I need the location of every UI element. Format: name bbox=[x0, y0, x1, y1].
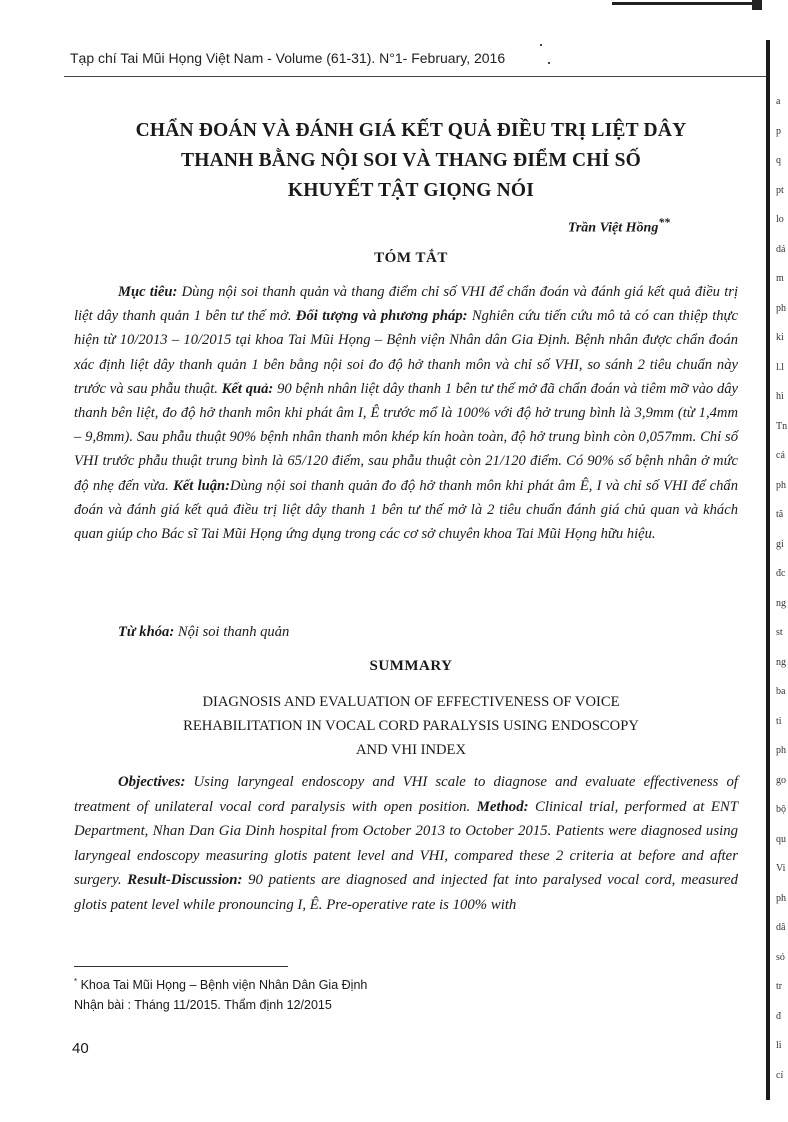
top-corner-mark bbox=[752, 0, 762, 10]
en-result-text: 90 patients are diagnosed and injected fat into paralysed vocal cord, measured glotis patent level while pronouncing I, Ê. Pre-operative rate is 100% with bbox=[74, 872, 738, 913]
vn-conclusion-label: Kết luận: bbox=[173, 477, 231, 494]
margin-fragment: dá bbox=[776, 243, 786, 255]
keywords-label: Từ khóa: bbox=[118, 624, 175, 640]
en-title-line-1: DIAGNOSIS AND EVALUATION OF EFFECTIVENESS OF VOICE bbox=[202, 694, 620, 710]
keywords-text: Nội soi thanh quản bbox=[174, 624, 290, 640]
vn-objective-label: Mục tiêu: bbox=[118, 284, 178, 300]
en-objective-label: Objectives: bbox=[118, 774, 186, 790]
page-number: 40 bbox=[72, 1040, 89, 1057]
margin-fragment: dâ bbox=[776, 922, 786, 933]
margin-fragment: st bbox=[776, 627, 783, 638]
margin-fragment: Tn bbox=[776, 420, 788, 432]
margin-fragment: ng bbox=[776, 656, 786, 668]
title-line-1: CHẨN ĐOÁN VÀ ĐÁNH GIÁ KẾT QUẢ ĐIỀU TRỊ LIỆT DÂY bbox=[135, 120, 687, 141]
en-method-text: Clinical trial, performed at ENT Department, Nhan Dan Gia Dinh hospital from October 2013 to October 2015. Patients were diagnosed using laryngeal endoscopy measuring glotis patent level and VHI, compared these 2 criteria at before and after surgery. bbox=[74, 798, 739, 889]
vn-result-label: Kết quả: bbox=[221, 380, 274, 397]
english-title bbox=[70, 690, 752, 762]
margin-fragment: li bbox=[776, 1040, 782, 1051]
title-line-3: KHUYẾT TẬT GIỌNG NÓI bbox=[287, 180, 535, 201]
margin-fragment: tr bbox=[776, 981, 783, 992]
en-abstract-body bbox=[74, 770, 738, 918]
author bbox=[430, 216, 670, 237]
en-title-line-3: AND VHI INDEX bbox=[356, 742, 466, 758]
margin-fragment: ki bbox=[776, 332, 784, 343]
footnote-rule bbox=[74, 966, 288, 967]
vn-method-label: Đối tượng và phương pháp: bbox=[295, 308, 468, 325]
margin-fragment: gi bbox=[776, 538, 784, 550]
author-mark: ** bbox=[658, 216, 670, 229]
margin-fragment: ti bbox=[776, 715, 782, 727]
margin-fragment: ba bbox=[776, 686, 786, 697]
article-title bbox=[70, 116, 752, 206]
summary-heading: SUMMARY bbox=[369, 658, 453, 674]
margin-fragment: pt bbox=[776, 184, 784, 196]
margin-fragment: cá bbox=[776, 450, 785, 461]
margin-fragment: ng bbox=[776, 597, 786, 609]
binding-edge bbox=[766, 40, 770, 1100]
en-title-line-2: REHABILITATION IN VOCAL CORD PARALYSIS USING ENDOSCOPY bbox=[183, 718, 639, 734]
margin-fragment: đc bbox=[776, 568, 786, 579]
en-abstract-paragraph bbox=[74, 770, 738, 918]
en-result-label: Result-Discussion: bbox=[127, 872, 243, 889]
affiliation-text: Khoa Tai Mũi Họng – Bệnh viện Nhân Dân Gia Định bbox=[77, 978, 368, 993]
margin-fragment: l.l bbox=[776, 361, 785, 373]
margin-fragment: bộ bbox=[776, 804, 786, 815]
keywords bbox=[118, 624, 289, 641]
vn-abstract-paragraph bbox=[74, 280, 738, 546]
margin-fragment: m bbox=[776, 273, 784, 284]
title-line-2: THANH BẰNG NỘI SOI VÀ THANG ĐIỂM CHỈ SỐ bbox=[181, 150, 641, 171]
margin-fragment: ph bbox=[776, 892, 786, 904]
author-name: Trần Việt Hồng bbox=[567, 220, 659, 236]
margin-fragment: hì bbox=[776, 391, 784, 402]
margin-fragment: sỏ bbox=[776, 951, 785, 963]
header-rule bbox=[64, 76, 770, 77]
vn-abstract-body bbox=[74, 280, 738, 546]
margin-fragment: ph bbox=[776, 302, 786, 314]
vn-abstract-heading: TÓM TẮT bbox=[374, 250, 448, 266]
footnote-marker: * bbox=[74, 977, 78, 986]
running-head: Tạp chí Tai Mũi Họng Việt Nam - Volume (61-31). N°1- February, 2016 bbox=[70, 50, 506, 66]
footnote-affiliation bbox=[74, 972, 674, 995]
margin-fragment: a bbox=[776, 96, 781, 107]
vn-method-text: Nghiên cứu tiến cứu mô tả có can thiệp thực hiện từ 10/2013 – 10/2015 tại khoa Tai Mũi Họng – Bệnh viện Nhân dân Gia Định. Bệnh nhân được chẩn đoán xác định liệt dây thanh quản 1 bên bằng nội soi đo độ hở thanh môn và chỉ số VHI, so sánh 2 tiêu chuẩn này trước và sau phẫu thuật. bbox=[74, 308, 738, 397]
en-objective-text: Using laryngeal endoscopy and VHI scale to diagnose and evaluate effectiveness of treatment of unilateral vocal cord paralysis with open position. bbox=[74, 774, 738, 815]
margin-fragment: go bbox=[776, 774, 786, 786]
margin-fragment: q bbox=[776, 155, 781, 166]
margin-fragment: lo bbox=[776, 214, 784, 225]
margin-fragment: cí bbox=[776, 1069, 784, 1081]
vn-result-text: 90 bệnh nhân liệt dây thanh 1 bên tư thế mở đã chẩn đoán và tiêm mỡ vào dây thanh bên liệt, đo độ hở thanh môn khi phát âm I, Ê trước mổ là 100% với độ hở trung bình là 3,9mm (từ 1,4mm – 9,8mm). Sau phẫu thuật 90% bệnh nhân thanh môn khép kín hoàn toàn, độ hở trung bình còn 0,057mm. Chỉ số VHI trước phẫu thuật trung bình là 65/120 điểm, sau phẫu thuật còn 21/120 điểm. Có 90% số bệnh nhân ở mức độ nhẹ đến vừa. bbox=[74, 380, 739, 494]
vn-conclusion-text: Dùng nội soi thanh quản đo độ hở thanh môn khi phát âm Ê, I và chỉ số VHI để chẩn đoán và đánh giá kết quả điều trị liệt dây thanh 1 bên tư thế mở là 2 tiêu chuẩn đánh giá chủ quan và khách quan giúp cho Bác sĩ Tai Mũi Họng ứng dụng trong các cơ sở chuyên khoa Tai Mũi Họng hữu hiệu. bbox=[74, 477, 738, 543]
footnote-received: Nhận bài : Tháng 11/2015. Thẩm định 12/2015 bbox=[74, 998, 332, 1013]
margin-fragment: tă bbox=[776, 509, 784, 520]
margin-fragment: ph bbox=[776, 479, 786, 491]
margin-fragment: ph bbox=[776, 745, 786, 756]
footnote bbox=[74, 972, 674, 1015]
margin-fragment: Vi bbox=[776, 863, 786, 874]
vn-objective-text: Dùng nội soi thanh quản và thang điểm chỉ số VHI để chẩn đoán và đánh giá kết quả điều trị liệt dây thanh quản 1 bên tư thế mở. bbox=[74, 284, 739, 325]
margin-fragment: đ bbox=[776, 1010, 781, 1022]
speck bbox=[548, 62, 550, 64]
en-method-label: Method: bbox=[476, 798, 529, 815]
margin-fragment: p bbox=[776, 125, 781, 137]
speck bbox=[540, 44, 542, 46]
top-edge-mark bbox=[612, 2, 760, 5]
margin-fragment: qu bbox=[776, 833, 786, 845]
